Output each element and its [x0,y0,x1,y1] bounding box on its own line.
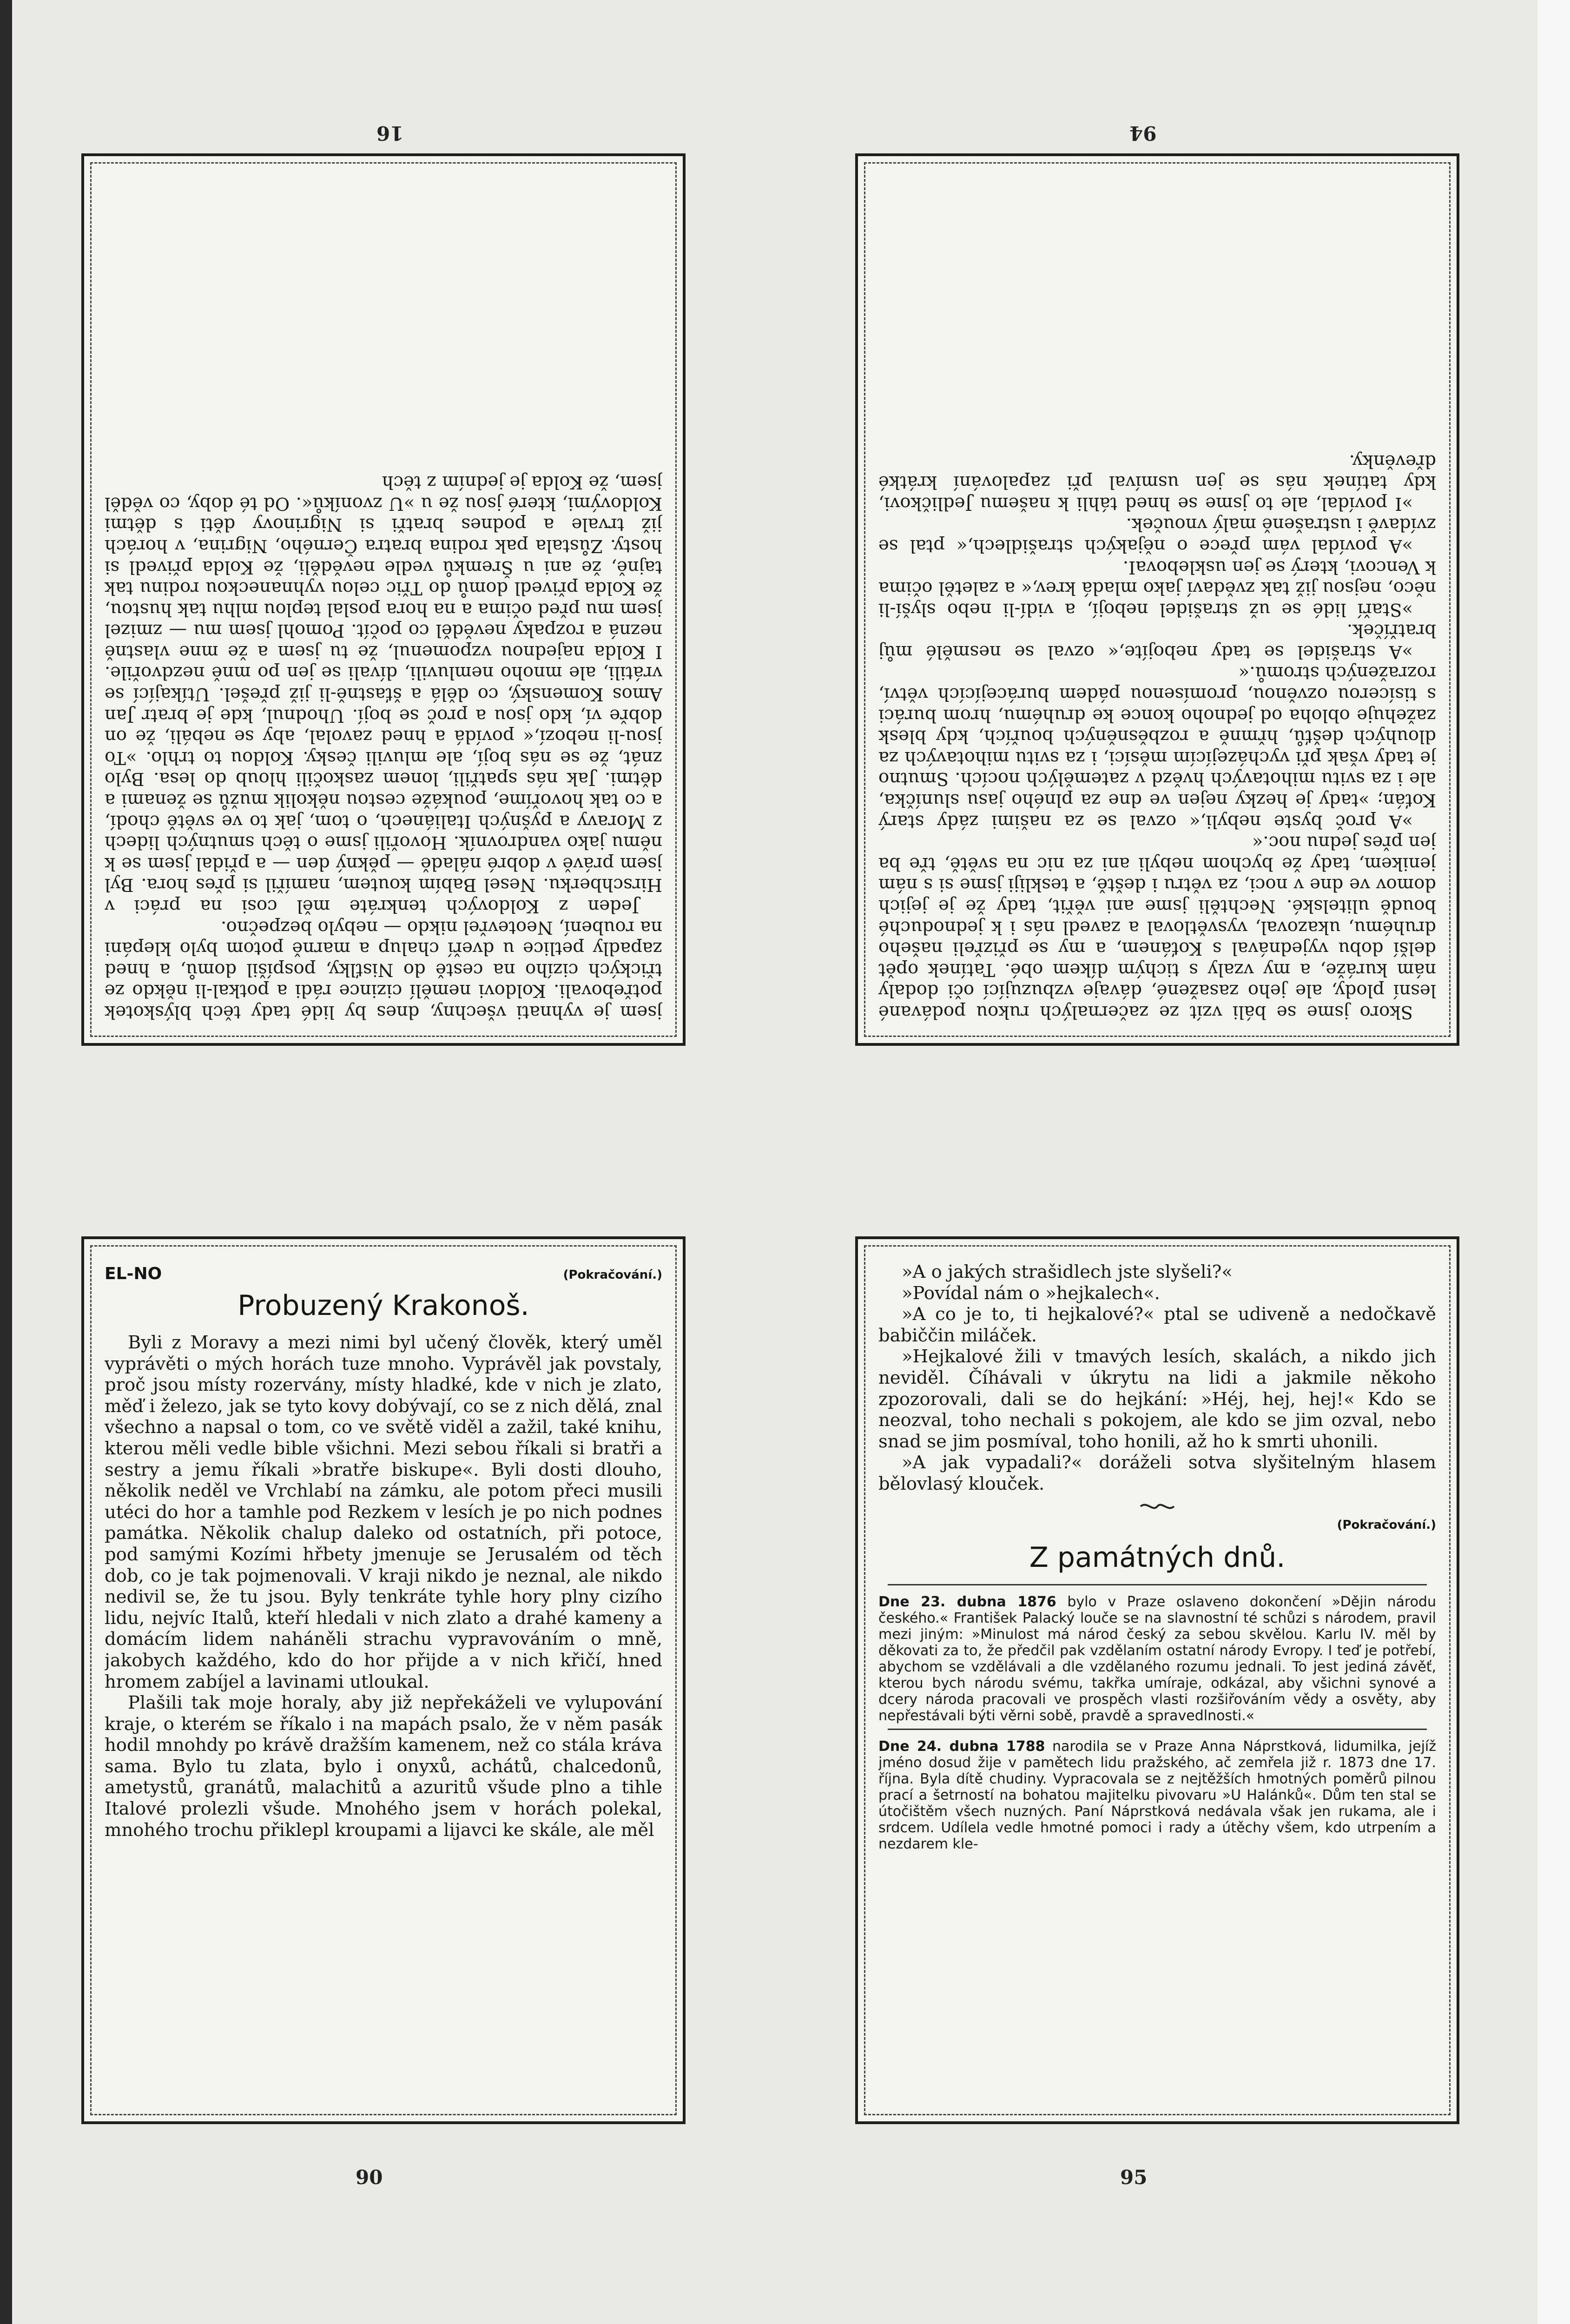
panel-bottom-right-content [878,1261,1436,2101]
panel-bottom-left [81,1236,686,2124]
divider [888,1584,1427,1585]
page-number-top-left: 16 [376,122,404,145]
paragraph: jsem je vyhnati všechny, dnes by lidé tady těch blýskotek potřebovali. Koldovi nemělí cizince rádi a potkal-li někdo ze třických cizího na cestě do Nisťlky, pospíšil domů, a hned zapadly petlice u dveří chalup a marně potom bylo klepáni na roubení, Neotevřel nikdo — nebylo bezpečno. [105,917,662,1023]
section-title: Z památných dnů. [1029,1541,1286,1574]
dialogue-line: »Povídal nám o »hejkalech«. [902,1282,1160,1304]
entry-text: narodila se v Praze Anna Náprstková, lidumilka, jejíž jméno dosud žije v pamětech lidu pražského, ač zemřela již r. 1873 dne 17. října. Byla dítě chudiny. Vypracovala se z nejtěžších hmotných poměrů pilnou prací a šetrností na bohatou majitelku pivovaru »U Halánků«. Dům ten stal se útočištěm všech nuzných. Paní Náprstková nedávala však jen rukama, ale i srdcem. Udílela vedle hmotné pomoci i rady a útěchy všem, kdo utrpením a nezdarem kle- [878,1738,1436,1852]
scan-edge-right [1537,0,1570,2324]
author-mark: EL-NO [105,1264,162,1283]
divider [888,1729,1427,1730]
continuation-note: (Pokračování.) [563,1268,662,1282]
paragraph: »A strašidel se tady nebojíte,« ozval se nesmělé můj bratříček. [878,620,1436,662]
history-entry [878,1738,1436,1852]
paragraph: »A proč byste nebyli,« ozval se za našimi zády starý Koťán; »tady je hezky nejen ve dne za plného jasu sluníčka, ale i za svitu mihotavých hvězd v zatemělých nocích. Smutno je tady však při vycházejícím měsíci, i za svitu mihotavých za dlouhých dešťů, hřmně a rozběsněných bouřích, kdy blesk zažehuje obloha od jednoho konce ke druhému, hrom buráci s tisícerou ozvěnou, promísenou pádem burácejících větví, rozražených stromů.« [878,662,1436,832]
panel-bottom-left-content [105,1261,662,2101]
paragraph: Plašili tak moje horaly, aby již nepřekáželi ve vylupování kraje, o kterém se říkalo i na mapách psalo, že v něm pasák hodil mnohdy po krávě dražším kamenem, než co stála kráva sama. Bylo tu zlata, bylo i onyxů, achátů, chalcedonů, ametystů, granátů, malachitů a azuritů všude plno a tihle Italové prolezli všude. Mnohého jsem v horách polekal, mnohého trochu přiklepl kroupami a lijavci ke skále, ale měl [105,1692,662,1841]
panel-top-left-content [105,178,662,1023]
panel-top-left [81,153,686,1046]
dialogue-line: »A o jakých strašidlech jste slyšeli?« [902,1261,1233,1282]
page-number-bottom-right: 95 [1120,2166,1148,2189]
paragraph: »Staří lidé se už strašidel nebojí, a vidí-li nebo slyší-li něco, nejsou již tak zvědaví jako mladá krev,« a zaletěl očima k Vencovi, který se jen usklebovaI. [878,556,1436,620]
article-header [105,1261,662,1289]
article-title: Probuzený Krakonoš. [237,1289,529,1322]
entry-text: bylo v Praze oslaveno dokončení »Dějin národu českého.« František Palacký louče se na slavnostní té schůzi s národem, pravil mezi jiným: »Minulost má národ český za sebou skvělou. Karlu IV. měl by děkovati za to, že předčil pak vzdělaním ostatní národy Evropy. I teď je potřebí, abychom se vzdělávali a dle vzdělaného rozumu jednali. To jest jediná závěť, kterou bych národu svému, takřka umíraje, odkázal, aby všichni synové a dcery národa pracovali ve prospěch vlasti rozšiřováním vědy a osvěty, aby nepřestávali býti věrni sobě, pravdě a spravedlnosti.« [878,1593,1436,1724]
paragraph: Byli z Moravy a mezi nimi byl učený člověk, který uměl vyprávěti o mých horách tuze mnoho. Vyprávěl jak povstaly, proč jsou místy rozervány, místy hladké, kde v nich je zlato, měď i železo, jak se tyto kovy dobývají, co se z nich dělá, znal všechno a napsal o tom, co ve světě viděl a zažil, také knihu, kterou měli vedle bible všichni. Mezi sebou říkali si bratři a sestry a jemu říkali »bratře biskupe«. Byli dosti dlouho, několik neděl ve Vrchlabí na zámku, ale potom přeci musili utéci do hor a tamhle pod Rezkem v lesích je po nich podnes památka. Několik chalup daleko od ostatních, při potoce, pod samými Kozími hřbety jmenuje se Jerusalém od těch dob, co je tak pojmenovali. V kraji nikdo je neznal, ale nikdo nedivil se, že tu jsou. Byly tenkráte tyhle hory plny cizího lidu, nejvíc Italů, kteří hledali v nich zlato a drahé kameny a domácím lidem naháněli strachu vypravováním o mně, jakobych každého, kdo do hor přijde a v nich křičí, hned hromem zabíjel a lavinami utloukal. [105,1332,662,1692]
ornament-icon [878,1498,1436,1516]
panel-top-right [855,153,1459,1046]
paragraph: Skoro jsme se báli vzít ze začernalých rukou podávané lesní plody, ale jeho zasažené, dávaje vzbuzující oči dodaly nám kuráže, a my vzaly s tichým díkem obé. Tatínek opět delší dobu vyjednával s Koťánem, a my se přizřeli našeho druhému, ukazoval, vysvětloval a zavedl nás i k jednoduché boudě ulitelské. Nechtěli jsme ani věřit, tady že je jejich domov ve dne v noci, za větru i deště, a teskliji jsme si s nám jenikem, tady že bychom nebyli ani za nic na světě, tře ba jen přes jednu noc.« [878,832,1436,1023]
dialogue-line: »A co je to, ti hejkalové?« ptal se udiveně a nedočkavě babiččin miláček. [878,1304,1436,1346]
paragraph: »I povídal, ale to jsme se hned táhli k našemu Jedličkovi, kdy tatínek nás se jen usmíval při zapalování krátké dřevěnky. [878,450,1436,514]
paragraph: »A povídal vám přece o nějakých strašidlech,« ptal se zvídavě i ustrašeně malý vnouček. [878,514,1436,556]
panel-top-right-content [878,178,1436,1023]
dialogue-line: »Hejkalové žili v tmavých lesích, skalách, a nikdo jich neviděl. Číhávali v úkrytu na lidi a jakmile někoho zpozorovali, dali se do hejkání: »Héj, hej, hej!« Kdo se neozval, toho nechali s pokojem, ale kdo se jim ozval, nebo snad se jim posmíval, toho honili, až ho k smrti uhonili. [878,1346,1436,1452]
dialogue-line: »A jak vypadali?« doráželi sotva slyšitelným hlasem bělovlasý klouček. [878,1452,1436,1494]
entry-date: Dne 23. dubna 1876 [878,1593,1056,1610]
history-entry [878,1594,1436,1724]
scan-edge-left [0,0,12,2324]
entry-date: Dne 24. dubna 1788 [878,1738,1045,1755]
page-number-bottom-left: 90 [356,2166,383,2189]
panel-bottom-right [855,1236,1459,2124]
continuation-note: (Pokračování.) [1337,1518,1436,1532]
paragraph: Jeden z Koldových tenkráte měl cosi na práci v Hirschberku. Nesel Babím koutem, namířil si přes hora. Byl jsem právě v dobré náladě — pěkný den — a přidal jsem se k němu jako vandrovník. Hovořili jsme o těch smutných lidech z Moravy a pyšných Italiánech, o tom, jak to ve světě chodí, a co tak hovoříme, poukáže cestou několik mužů se ženami a dětmi. Jak nás spatřili, lonem zaskočili hloub do lesa. Bylo znát, že se nás bojí, ale mluvili česky. Koldou to trhlo. »To jsou-li nebozí,« povídá a hned zavolal, aby se nebáli, že on dobře ví, kdo jsou a proč se bojí. Uhodnul, kde je bratr Jan Amos Komenský, co dělá a šťastně-li již přešel. Utíkající se vrátili, ale mnoho nemluvili, dívali se jen po mně nezdvořile. I Kolda najednou vzpomenul, že tu jsem a že mne vlastně nezná a rozpaky nevěděl co počít. Pomohl jsem mu — zmizel jsem mu před očima a na hora poslal teplou mlhu tak hustou, že Kolda přivedl domů do Třic celou vyhnaneckou rodinu tak tajně, že ani u Šremků vedle nevěděli, že Kolda přivedl si hosty. Zůstala pak rodina bratra Černého, Nigrina, v horách již trvale a podnes bratři si Nigrinovy děti s dětmi Koldovými, které jsou že u »U zvoníků«. Od té doby, co věděl jsem, že Kolda je jedním z těch [105,472,662,917]
page-number-top-right: 94 [1129,122,1157,145]
